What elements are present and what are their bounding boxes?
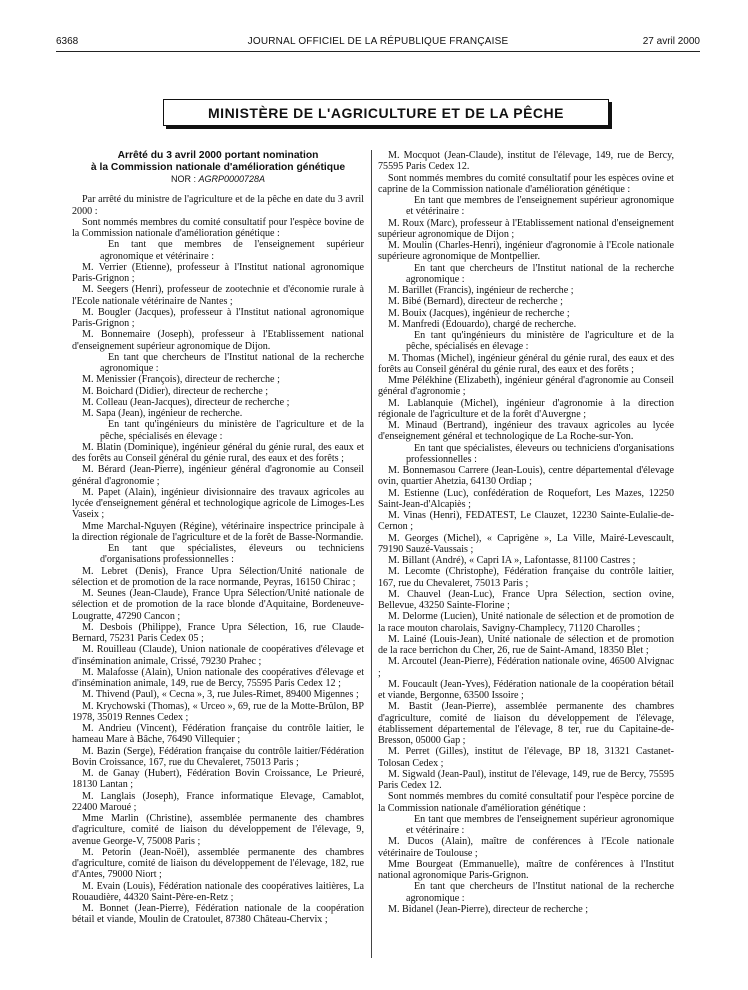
section-heading: En tant que chercheurs de l'Institut national de la recherche agronomique : (406, 262, 674, 285)
paragraph: M. Estienne (Luc), confédération de Roquefort, Les Mazes, 12250 Saint-Jean-d'Alcapiès ; (378, 487, 674, 510)
paragraph: M. Bazin (Serge), Fédération française du contrôle laitier/Fédération Bovin Croissance, 167, rue du Chevaleret, 75013 Paris ; (72, 745, 364, 768)
paragraph: M. Billant (André), « Capri IA », Lafontasse, 81100 Castres ; (388, 555, 636, 566)
paragraph: M. Lebret (Denis), France Upra Sélection/Unité nationale de sélection et de promotion de la race normande, Peyras, 16150 Chirac ; (72, 565, 364, 588)
paragraph: Par arrêté du ministre de l'agriculture et de la pêche en date du 3 avril 2000 : (72, 194, 364, 217)
paragraph: M. Moulin (Charles-Henri), ingénieur d'agronomie à l'Ecole nationale supérieure agronomique de Montpellier. (378, 240, 674, 263)
section-heading: En tant que membres de l'enseignement supérieur agronomique et vétérinaire : (100, 239, 364, 262)
paragraph: M. Thivend (Paul), « Cecna », 3, rue Jules-Rimet, 89400 Migennes ; (82, 689, 359, 701)
page-number: 6368 (56, 36, 79, 47)
left-column (72, 150, 364, 926)
paragraph: M. Perret (Gilles), institut de l'élevage, BP 18, 31321 Castanet-Tolosan Cedex ; (378, 746, 674, 769)
decree-title-line-2: à la Commission nationale d'amélioration génétique (90, 161, 346, 173)
paragraph: M. Delorme (Lucien), Unité nationale de sélection et de promotion de la race mouton charolais, Savigny-Champlecy, 71120 Charolles ; (378, 611, 674, 634)
paragraph: M. Seegers (Henri), professeur de zootechnie et d'économie rurale à l'Ecole nationale vétérinaire de Nantes ; (72, 284, 364, 307)
paragraph: M. Barillet (Francis), ingénieur de recherche ; (388, 285, 574, 296)
paragraph: M. Evain (Louis), Fédération nationale des coopératives laitières, La Rouaudière, 44320 Saint-Père-en-Retz ; (72, 880, 364, 903)
paragraph: M. Malafosse (Alain), Union nationale des coopératives d'élevage et d'insémination animale, 149, rue de Bercy, 75595 Paris Cedex 12 ; (72, 666, 364, 690)
running-header (56, 36, 700, 50)
right-column (378, 150, 674, 915)
ministry-heading: MINISTÈRE DE L'AGRICULTURE ET DE LA PÊCHE (208, 104, 564, 121)
section-heading: En tant qu'ingénieurs du ministère de l'agriculture et de la pêche, spécialisés en élevage : (100, 419, 364, 442)
paragraph: Mme Marchal-Nguyen (Régine), vétérinaire inspectrice principale à la direction régionale de l'agriculture et de la forêt de Basse-Normandie. (72, 520, 364, 543)
paragraph: M. Bidanel (Jean-Pierre), directeur de recherche ; (388, 903, 589, 915)
section-heading: En tant que chercheurs de l'Institut national de la recherche agronomique : (406, 881, 674, 904)
paragraph: M. Roux (Marc), professeur à l'Etablissement national d'enseignement supérieur agronomique de Dijon ; (378, 217, 674, 240)
paragraph: M. Bibé (Bernard), directeur de recherche ; (388, 296, 563, 308)
paragraph: M. Sapa (Jean), ingénieur de recherche. (82, 408, 243, 420)
paragraph: Sont nommés membres du comité consultatif pour les espèces ovine et caprine de la Commission nationale d'amélioration génétique : (378, 172, 674, 195)
paragraph: M. Lainé (Louis-Jean), Unité nationale de sélection et de promotion de la race berrichon du Cher, 26, rue de Saint-Amand, 18350 Blet ; (378, 633, 674, 656)
journal-title: JOURNAL OFFICIEL DE LA RÉPUBLIQUE FRANÇAISE (247, 36, 509, 47)
paragraph: M. Lablanquie (Michel), ingénieur d'agronomie à la direction régionale de l'agriculture et de la forêt d'Auvergne ; (378, 397, 674, 420)
column-divider (371, 150, 372, 958)
paragraph: M. Colleau (Jean-Jacques), directeur de recherche ; (82, 396, 290, 408)
paragraph: M. Blatin (Dominique), ingénieur général du génie rural, des eaux et des forêts au Conseil général du génie rural, des eaux et des forêts ; (72, 441, 364, 465)
paragraph: M. Foucault (Jean-Yves), Fédération nationale de la coopération bétail et viande, Bergonne, 63500 Issoire ; (378, 678, 674, 701)
paragraph: Sont nommés membres du comité consultatif pour l'espèce porcine de la Commission nationale d'amélioration génétique : (378, 791, 674, 814)
paragraph: Mme Marlin (Christine), assemblée permanente des chambres d'agriculture, comité de liaison du développement de l'élevage, 9, avenue George-V, 75008 Paris ; (72, 813, 364, 847)
paragraph: Mme Pélékhine (Elizabeth), ingénieur général d'agronomie au Conseil général d'agronomie ; (378, 375, 674, 398)
paragraph: M. Vinas (Henri), FEDATEST, Le Clauzet, 12230 Sainte-Eulalie-de-Cernon ; (378, 510, 674, 533)
paragraph: M. Chauvel (Jean-Luc), France Upra Sélection, section ovine, Bellevue, 43250 Sainte-Florine ; (378, 588, 674, 611)
paragraph: M. de Ganay (Hubert), Fédération Bovin Croissance, Le Prieuré, 18130 Lantan ; (72, 768, 364, 791)
paragraph: M. Bonnet (Jean-Pierre), Fédération nationale de la coopération bétail et viande, Moulin de Cratoulet, 87380 Château-Chervix ; (72, 903, 364, 926)
section-heading: En tant que chercheurs de l'Institut national de la recherche agronomique : (100, 351, 364, 375)
paragraph: M. Lecomte (Christophe), Fédération française du contrôle laitier, 167, rue du Chevaleret, 75013 Paris ; (378, 566, 674, 589)
paragraph: M. Bouix (Jacques), ingénieur de recherche ; (388, 307, 570, 319)
paragraph: M. Bérard (Jean-Pierre), ingénieur général d'agronomie au Conseil général d'agronomie ; (72, 464, 364, 487)
paragraph: M. Manfredi (Edouardo), chargé de recherche. (388, 318, 577, 330)
paragraph: M. Menissier (François), directeur de recherche ; (82, 374, 280, 386)
paragraph: M. Mocquot (Jean-Claude), institut de l'élevage, 149, rue de Bercy, 75595 Paris Cedex 12. (378, 150, 674, 173)
paragraph: M. Bougler (Jacques), professeur à l'Institut national agronomique Paris-Grignon ; (72, 306, 364, 330)
paragraph: M. Bonnemasou Carrere (Jean-Louis), centre départemental d'élevage ovin, quartier Ahetzia, 64130 Ordiap ; (378, 465, 674, 488)
paragraph: M. Krychowski (Thomas), « Urceo », 69, rue de la Motte-Brûlon, BP 1978, 35019 Rennes Cedex ; (72, 700, 364, 723)
paragraph: M. Seunes (Jean-Claude), France Upra Sélection/Unité nationale de sélection et de promotion de la race blonde d'Aquitaine, Bordeneuve-Lougratte, 47290 Cancon ; (72, 588, 364, 622)
paragraph: M. Desbois (Philippe), France Upra Sélection, 16, rue Claude-Bernard, 75231 Paris Cedex 05 ; (72, 621, 364, 645)
paragraph: Mme Bourgeat (Emmanuelle), maître de conférences à l'Institut national agronomique Paris-Grignon. (378, 858, 674, 881)
header-rule (56, 51, 700, 52)
ministry-heading-box (163, 99, 609, 126)
paragraph: M. Rouilleau (Claude), Union nationale de coopératives d'élevage et d'insémination animale, Crissé, 79230 Prahec ; (72, 644, 364, 667)
paragraph: M. Andrieu (Vincent), Fédération française du contrôle laitier, le hameau Mare à Bâche, 76490 Villequier ; (72, 723, 364, 746)
paragraph: M. Thomas (Michel), ingénieur général du génie rural, des eaux et des forêts au Conseil général du génie rural, des eaux et des forêts ; (378, 352, 674, 375)
paragraph: M. Minaud (Bertrand), ingénieur des travaux agricoles au lycée d'enseignement général et technologique de La Roche-sur-Yon. (378, 420, 674, 443)
paragraph: M. Ducos (Alain), maître de conférences à l'Ecole nationale vétérinaire de Toulouse ; (378, 836, 674, 859)
section-heading: En tant que membres de l'enseignement supérieur agronomique et vétérinaire : (406, 813, 674, 836)
paragraph: M. Bastit (Jean-Pierre), assemblée permanente des chambres d'agriculture, comité de liaison du développement de l'élevage, établissement départemental de l'élevage, 8 ter, rue du Capitaine-de-Bresson, 05000 Gap ; (378, 701, 674, 746)
paragraph: Sont nommés membres du comité consultatif pour l'espèce bovine de la Commission nationale d'amélioration génétique : (72, 216, 364, 240)
issue-date: 27 avril 2000 (642, 36, 700, 47)
paragraph: M. Boichard (Didier), directeur de recherche ; (82, 385, 269, 397)
nor-label: NOR : (170, 174, 199, 185)
paragraph: M. Sigwald (Jean-Paul), institut de l'élevage, 149, rue de Bercy, 75595 Paris Cedex 12. (378, 768, 674, 791)
paragraph: M. Petorin (Jean-Noël), assemblée permanente des chambres d'agriculture, comité de liaison du développement de l'élevage, 182, rue d'Antes, 79000 Niort ; (72, 846, 364, 881)
decree-title-line-1: Arrêté du 3 avril 2000 portant nomination (117, 150, 319, 161)
section-heading: En tant qu'ingénieurs du ministère de l'agriculture et de la pêche, spécialisés en élevage : (406, 330, 674, 353)
paragraph: M. Bonnemaire (Joseph), professeur à l'Etablissement national d'enseignement supérieur agronomique de Dijon. (72, 329, 364, 352)
paragraph: M. Papet (Alain), ingénieur divisionnaire des travaux agricoles au lycée d'enseignement général et technologique agricole de Limoges-Les Vaseix ; (72, 486, 364, 521)
nor-code: AGRP0000728A (198, 174, 266, 185)
paragraph: M. Georges (Michel), « Caprigène », La Ville, Mairé-Levescault, 79190 Sauzé-Vaussais ; (378, 532, 674, 555)
section-heading: En tant que membres de l'enseignement supérieur agronomique et vétérinaire : (406, 195, 674, 218)
decree-nor (72, 174, 364, 185)
paragraph: M. Verrier (Etienne), professeur à l'Institut national agronomique Paris-Grignon ; (72, 261, 364, 285)
section-heading: En tant que spécialistes, éleveurs ou techniciens d'organisations professionnelles : (100, 543, 364, 566)
section-heading: En tant que spécialistes, éleveurs ou techniciens d'organisations professionnelles : (406, 442, 674, 465)
paragraph: M. Langlais (Joseph), France informatique Elevage, Camablot, 22400 Maroué ; (72, 790, 364, 813)
paragraph: M. Arcoutel (Jean-Pierre), Fédération nationale ovine, 46500 Alvignac ; (378, 656, 674, 679)
